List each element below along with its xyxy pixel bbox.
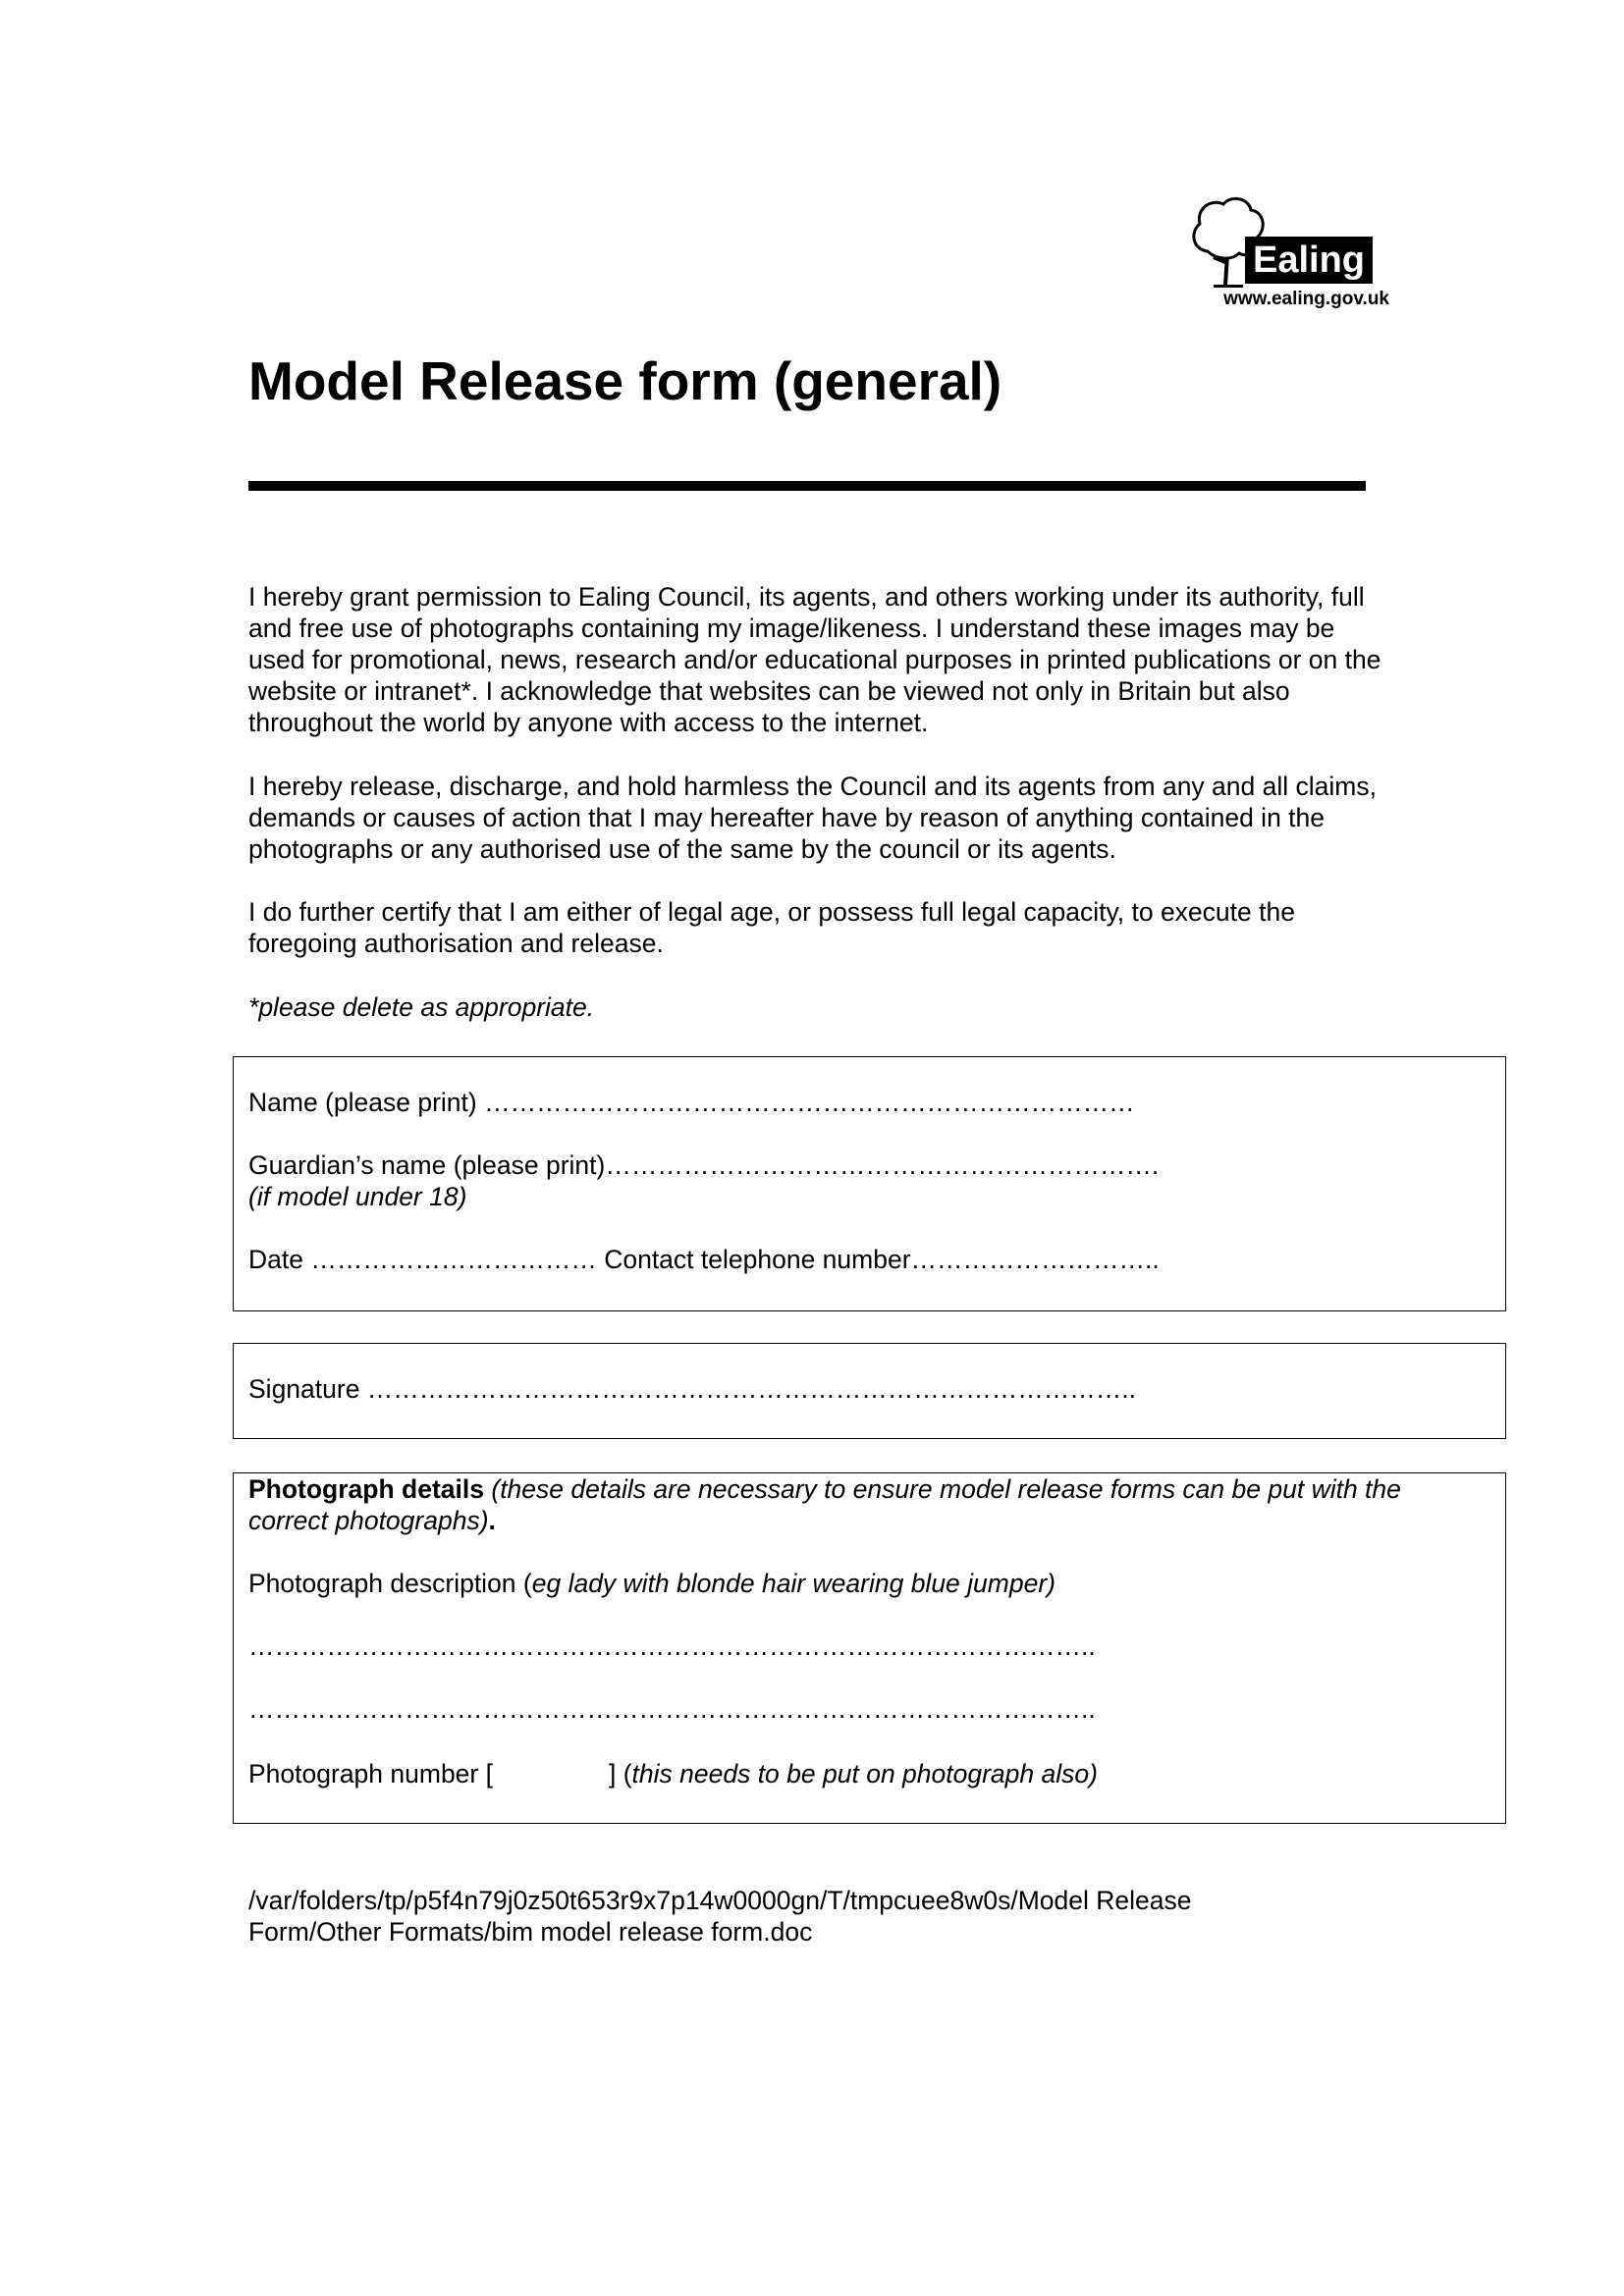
number-label: Photograph number [	[248, 1759, 493, 1789]
description-label: Photograph description (	[248, 1569, 532, 1598]
guardian-note: (if model under 18)	[248, 1182, 467, 1211]
date-phone-field[interactable]: Date …………………………… Contact telephone number………………………..	[248, 1245, 1160, 1274]
number-note: this needs to be put on photograph also)	[631, 1759, 1098, 1789]
guardian-name-field[interactable]: Guardian’s name (please print)……………………………………………………….	[248, 1150, 1160, 1180]
certify-paragraph: I do further certify that I am either of legal age, or possess full legal capacity, to execute the foregoing authorisation and release.	[248, 897, 1295, 958]
heading-label: Photograph details	[248, 1474, 484, 1504]
photograph-details-box	[233, 1472, 1506, 1824]
photograph-description	[248, 1568, 1056, 1599]
permission-paragraph: I hereby grant permission to Ealing Council, its agents, and others working under its authority, full and free use of photographs containing my image/likeness. I understand these images may be used for promotional, news, research and/or educational purposes in printed publications or on the website or intranet*. I acknowledge that websites can be viewed not only in Britain but also throughout the world by anyone with access to the internet.	[248, 582, 1381, 737]
name-field[interactable]: Name (please print) …………………………………………………………………	[248, 1088, 1135, 1117]
logo-url: www.ealing.gov.uk	[1223, 289, 1389, 309]
release-paragraph: I hereby release, discharge, and hold harmless the Council and its agents from any and all claims, demands or causes of action that I may hereafter have by reason of anything contained in the photographs or any authorised use of the same by the council or its agents.	[248, 772, 1377, 864]
file-path-footer: /var/folders/tp/p5f4n79j0z50t653r9x7p14w0000gn/T/tmpcuee8w0s/Model Release Form/Other Formats/bim model release form.doc	[248, 1886, 1192, 1947]
description-dots-1[interactable]: ……………………………………………………………………………………..	[248, 1631, 1096, 1661]
signature-box	[233, 1343, 1506, 1439]
number-close: ] (	[608, 1759, 632, 1789]
description-dots-2[interactable]: ……………………………………………………………………………………..	[248, 1694, 1096, 1724]
page-title: Model Release form (general)	[248, 350, 1002, 411]
logo-wordmark: Ealing	[1245, 237, 1373, 284]
signature-field[interactable]: Signature ……………………………………………………………………………..	[248, 1374, 1137, 1404]
description-example: eg lady with blonde hair wearing blue jumper)	[531, 1569, 1056, 1598]
photograph-details-heading	[248, 1473, 1486, 1536]
ealing-logo	[1188, 194, 1389, 317]
heading-end: .	[488, 1506, 496, 1535]
title-rule	[248, 481, 1366, 491]
delete-note: *please delete as appropriate.	[248, 992, 595, 1022]
heading-note: (these details are necessary to ensure model release forms can be put with the correct photographs)	[248, 1474, 1401, 1535]
model-details-box	[233, 1056, 1506, 1311]
photograph-number	[248, 1758, 1098, 1789]
